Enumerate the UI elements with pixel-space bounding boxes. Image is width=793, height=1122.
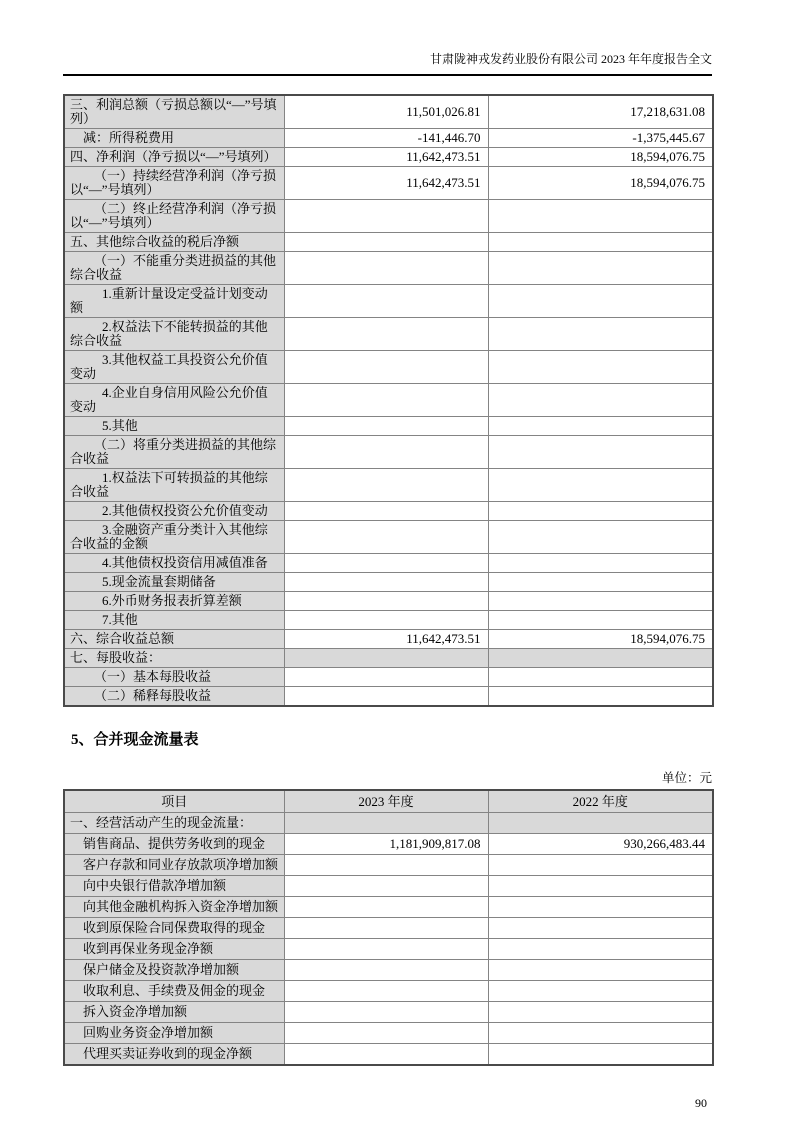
row-label: 客户存款和同业存放款项净增加额 [64, 855, 284, 876]
row-value [488, 502, 713, 521]
row-value: 18,594,076.75 [488, 148, 713, 167]
row-value [284, 649, 488, 668]
row-label: 向中央银行借款净增加额 [64, 876, 284, 897]
table-row [64, 95, 713, 129]
table-row [64, 611, 713, 630]
table-row [64, 521, 713, 554]
row-value: 930,266,483.44 [488, 834, 713, 855]
row-value [488, 876, 713, 897]
row-value [488, 855, 713, 876]
row-value [284, 233, 488, 252]
row-value [284, 918, 488, 939]
row-label: 拆入资金净增加额 [64, 1002, 284, 1023]
row-value [284, 1044, 488, 1066]
row-label: 一、经营活动产生的现金流量： [64, 813, 284, 834]
section-heading: 5、合并现金流量表 [71, 732, 199, 748]
row-label: 2.权益法下不能转损益的其他综合收益 [64, 318, 284, 351]
row-value [284, 592, 488, 611]
table-row [64, 960, 713, 981]
row-value [488, 1044, 713, 1066]
row-label: 3.其他权益工具投资公允价值变动 [64, 351, 284, 384]
row-label: 三、利润总额（亏损总额以“—”号填列） [64, 95, 284, 129]
table-row [64, 554, 713, 573]
document-header [63, 52, 712, 74]
row-label: 回购业务资金净增加额 [64, 1023, 284, 1044]
table-row [64, 592, 713, 611]
row-value [284, 960, 488, 981]
table-row [64, 436, 713, 469]
row-value [488, 687, 713, 707]
row-value [488, 252, 713, 285]
row-value [488, 611, 713, 630]
table-row [64, 384, 713, 417]
row-value [488, 285, 713, 318]
row-value [284, 897, 488, 918]
row-value: 11,642,473.51 [284, 630, 488, 649]
row-value [284, 611, 488, 630]
row-label: （二）稀释每股收益 [64, 687, 284, 707]
row-value [284, 876, 488, 897]
table-row [64, 834, 713, 855]
row-value [488, 960, 713, 981]
row-value [284, 573, 488, 592]
row-label: （一）持续经营净利润（净亏损以“—”号填列） [64, 167, 284, 200]
row-value [284, 687, 488, 707]
row-value [488, 554, 713, 573]
row-value [488, 351, 713, 384]
table-row [64, 233, 713, 252]
table-row [64, 981, 713, 1002]
row-label: 四、净利润（净亏损以“—”号填列） [64, 148, 284, 167]
row-value [284, 436, 488, 469]
row-label: 六、综合收益总额 [64, 630, 284, 649]
row-value [488, 939, 713, 960]
row-label: （二）将重分类进损益的其他综合收益 [64, 436, 284, 469]
row-label: 保户储金及投资款净增加额 [64, 960, 284, 981]
table-row [64, 1002, 713, 1023]
row-label: 收到原保险合同保费取得的现金 [64, 918, 284, 939]
table-row [64, 855, 713, 876]
row-value [284, 351, 488, 384]
row-label: 5.现金流量套期储备 [64, 573, 284, 592]
row-value [488, 1023, 713, 1044]
row-value [488, 318, 713, 351]
row-label: 5.其他 [64, 417, 284, 436]
row-value [284, 855, 488, 876]
row-value [488, 469, 713, 502]
section-row [64, 813, 713, 834]
row-label: 销售商品、提供劳务收到的现金 [64, 834, 284, 855]
row-label: （二）终止经营净利润（净亏损以“—”号填列） [64, 200, 284, 233]
row-value [284, 285, 488, 318]
table-row [64, 668, 713, 687]
col-header-item: 项目 [64, 790, 284, 813]
row-value: 17,218,631.08 [488, 95, 713, 129]
row-value [488, 897, 713, 918]
table-row [64, 129, 713, 148]
row-label: 减：所得税费用 [64, 129, 284, 148]
row-value [284, 384, 488, 417]
col-header-2022: 2022 年度 [488, 790, 713, 813]
table-row [64, 630, 713, 649]
row-label: 7.其他 [64, 611, 284, 630]
row-label: （一）不能重分类进损益的其他综合收益 [64, 252, 284, 285]
row-value: -141,446.70 [284, 129, 488, 148]
row-value: 11,642,473.51 [284, 167, 488, 200]
row-value [488, 436, 713, 469]
row-value [284, 469, 488, 502]
row-value: 11,501,026.81 [284, 95, 488, 129]
table-row [64, 285, 713, 318]
row-value [488, 233, 713, 252]
row-value [284, 252, 488, 285]
table-row [64, 167, 713, 200]
row-value [284, 200, 488, 233]
row-value: 11,642,473.51 [284, 148, 488, 167]
row-label: 向其他金融机构拆入资金净增加额 [64, 897, 284, 918]
row-value [284, 813, 488, 834]
row-label: （一）基本每股收益 [64, 668, 284, 687]
row-value [488, 918, 713, 939]
table-row [64, 318, 713, 351]
table-row [64, 351, 713, 384]
row-value [284, 554, 488, 573]
row-label: 4.其他债权投资信用减值准备 [64, 554, 284, 573]
table-row [64, 417, 713, 436]
row-label: 1.权益法下可转损益的其他综合收益 [64, 469, 284, 502]
row-value [284, 939, 488, 960]
row-value [488, 521, 713, 554]
row-value [284, 1023, 488, 1044]
table-row [64, 687, 713, 707]
table-row [64, 1044, 713, 1066]
row-value [488, 417, 713, 436]
table-row [64, 918, 713, 939]
table-row [64, 252, 713, 285]
row-value [284, 502, 488, 521]
table-row [64, 502, 713, 521]
row-value: 1,181,909,817.08 [284, 834, 488, 855]
row-value [488, 1002, 713, 1023]
header-rule [63, 74, 712, 76]
row-label: 五、其他综合收益的税后净额 [64, 233, 284, 252]
cashflow-header-row [64, 790, 713, 813]
row-value [284, 521, 488, 554]
row-label: 6.外币财务报表折算差额 [64, 592, 284, 611]
row-value [488, 573, 713, 592]
row-label: 3.金融资产重分类计入其他综合收益的金额 [64, 521, 284, 554]
row-value [284, 417, 488, 436]
section-row [64, 649, 713, 668]
row-value [488, 649, 713, 668]
row-label: 代理买卖证券收到的现金净额 [64, 1044, 284, 1066]
row-value [284, 981, 488, 1002]
row-value [488, 813, 713, 834]
table-row [64, 200, 713, 233]
row-value: -1,375,445.67 [488, 129, 713, 148]
row-value [284, 668, 488, 687]
table-row [64, 939, 713, 960]
row-value: 18,594,076.75 [488, 167, 713, 200]
table-row [64, 876, 713, 897]
table-row [64, 469, 713, 502]
row-label: 收到再保业务现金净额 [64, 939, 284, 960]
row-label: 2.其他债权投资公允价值变动 [64, 502, 284, 521]
income-statement-table [63, 94, 714, 707]
row-value [488, 592, 713, 611]
table-row [64, 573, 713, 592]
row-value [488, 981, 713, 1002]
row-value [488, 384, 713, 417]
col-header-2023: 2023 年度 [284, 790, 488, 813]
table-row [64, 1023, 713, 1044]
row-value [284, 318, 488, 351]
row-value [284, 1002, 488, 1023]
cashflow-statement-table [63, 789, 714, 1066]
row-value [488, 200, 713, 233]
page-number: 90 [695, 1096, 707, 1110]
row-label: 收取利息、手续费及佣金的现金 [64, 981, 284, 1002]
document-header-title: 甘肃陇神戎发药业股份有限公司 2023 年年度报告全文 [429, 52, 712, 66]
table-row [64, 897, 713, 918]
row-label: 七、每股收益： [64, 649, 284, 668]
row-value [488, 668, 713, 687]
table-row [64, 148, 713, 167]
unit-label: 单位：元 [661, 771, 712, 785]
row-label: 4.企业自身信用风险公允价值变动 [64, 384, 284, 417]
row-label: 1.重新计量设定受益计划变动额 [64, 285, 284, 318]
row-value: 18,594,076.75 [488, 630, 713, 649]
